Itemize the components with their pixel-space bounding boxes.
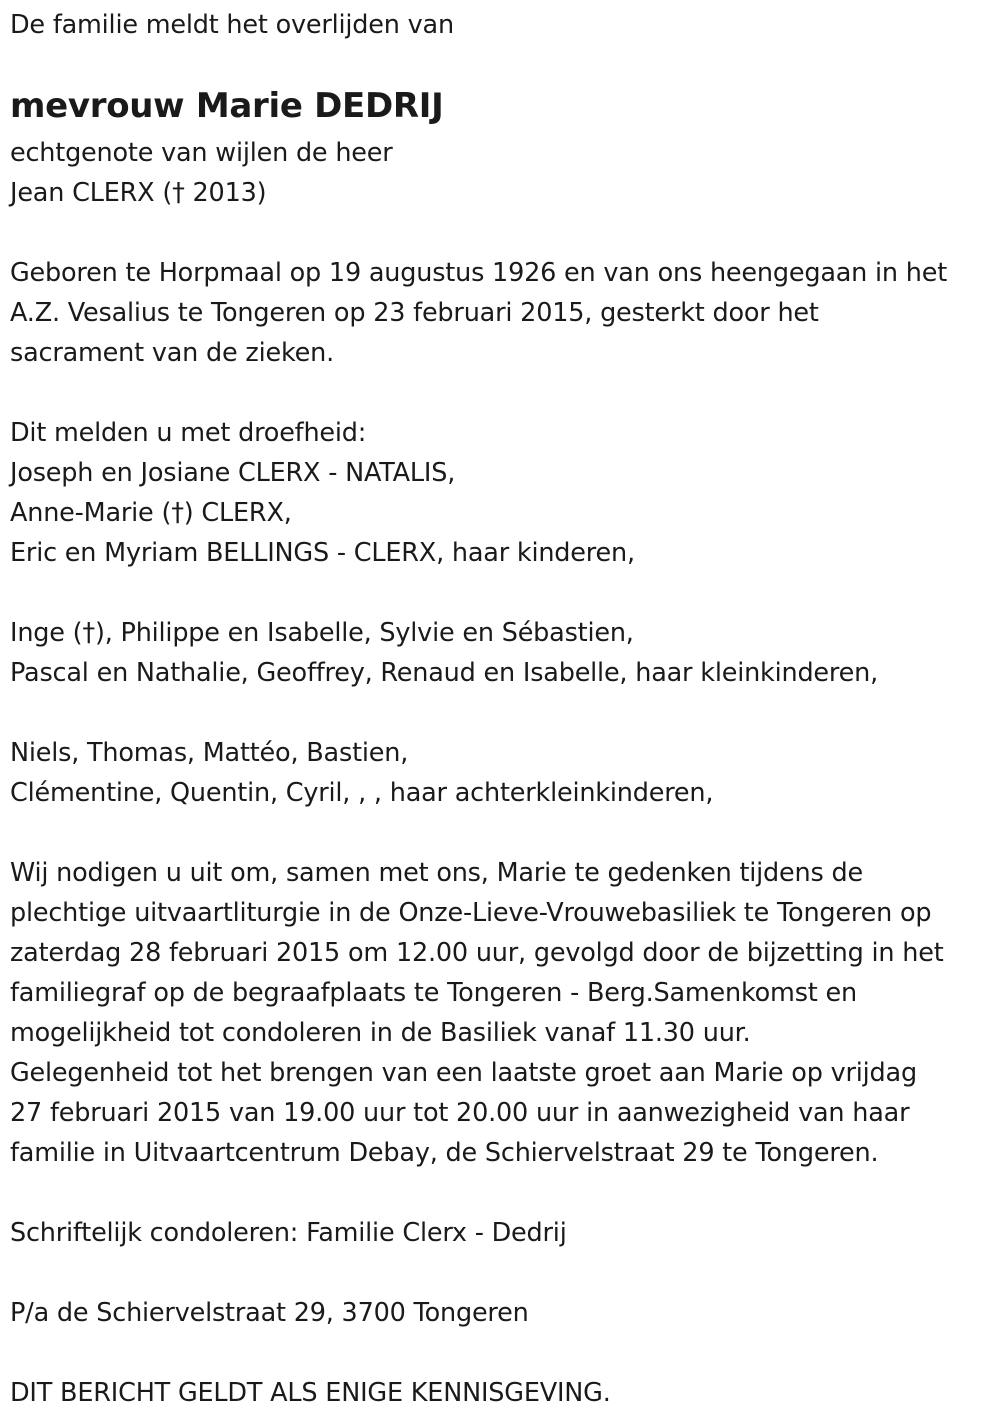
birth-death-line: Geboren te Horpmaal op 19 augustus 1926 en van ons heengegaan in het xyxy=(10,258,948,288)
spouse-section xyxy=(10,133,393,213)
children-line: Eric en Myriam BELLINGS - CLERX, haar kinderen, xyxy=(10,538,635,568)
children-line: Anne-Marie (†) CLERX, xyxy=(10,498,292,528)
grandchildren-line: Pascal en Nathalie, Geoffrey, Renaud en Isabelle, haar kleinkinderen, xyxy=(10,658,879,688)
notice-text: DIT BERICHT GELDT ALS ENIGE KENNISGEVING. xyxy=(10,1378,611,1408)
invitation-line: 27 februari 2015 van 19.00 uur tot 20.00 uur in aanwezigheid van haar xyxy=(10,1098,910,1128)
condolence-text: Schriftelijk condoleren: Familie Clerx - Dedrij xyxy=(10,1218,567,1248)
children-section xyxy=(10,413,635,573)
invitation-line: zaterdag 28 februari 2015 om 12.00 uur, gevolgd door de bijzetting in het xyxy=(10,938,944,968)
spouse-line: echtgenote van wijlen de heer xyxy=(10,138,393,168)
children-line: Joseph en Josiane CLERX - NATALIS, xyxy=(10,458,456,488)
notice-section xyxy=(10,1373,611,1413)
address-section xyxy=(10,1293,529,1333)
invitation-line: plechtige uitvaartliturgie in de Onze-Lieve-Vrouwebasiliek te Tongeren op xyxy=(10,898,932,928)
invitation-line: familiegraf op de begraafplaats te Tongeren - Berg.Samenkomst en xyxy=(10,978,857,1008)
grandchildren-section xyxy=(10,613,878,693)
great-grandchildren-section xyxy=(10,733,713,813)
grandchildren-line: Inge (†), Philippe en Isabelle, Sylvie en Sébastien, xyxy=(10,618,634,648)
invitation-line: mogelijkheid tot condoleren in de Basiliek vanaf 11.30 uur. xyxy=(10,1018,751,1048)
great-grandchildren-line: Niels, Thomas, Mattéo, Bastien, xyxy=(10,738,409,768)
invitation-section xyxy=(10,853,944,1173)
birth-death-line: A.Z. Vesalius te Tongeren op 23 februari 2015, gesterkt door het xyxy=(10,298,819,328)
spouse-line: Jean CLERX († 2013) xyxy=(10,178,267,208)
condolence-section xyxy=(10,1213,567,1253)
birth-death-line: sacrament van de zieken. xyxy=(10,338,334,368)
great-grandchildren-line: Clémentine, Quentin, Cyril, , , haar achterkleinkinderen, xyxy=(10,778,714,808)
children-line: Dit melden u met droefheid: xyxy=(10,418,367,448)
invitation-line: Gelegenheid tot het brengen van een laatste groet aan Marie op vrijdag xyxy=(10,1058,917,1088)
birth-death-section xyxy=(10,253,947,373)
invitation-line: familie in Uitvaartcentrum Debay, de Schiervelstraat 29 te Tongeren. xyxy=(10,1138,879,1168)
address-text: P/a de Schiervelstraat 29, 3700 Tongeren xyxy=(10,1298,529,1328)
intro-text: De familie meldt het overlijden van xyxy=(10,10,454,40)
deceased-name: mevrouw Marie DEDRIJ xyxy=(10,86,444,126)
invitation-line: Wij nodigen u uit om, samen met ons, Marie te gedenken tijdens de xyxy=(10,858,863,888)
